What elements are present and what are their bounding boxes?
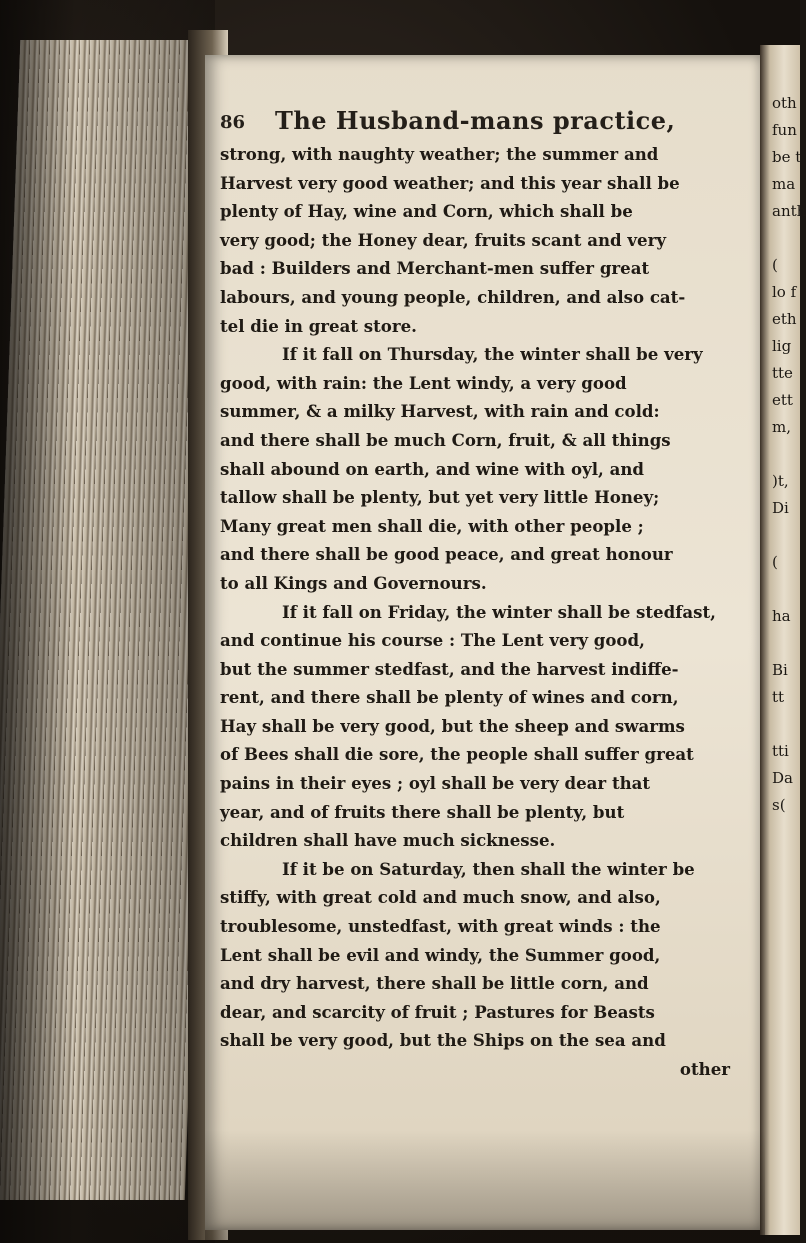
facing-page-fragment: be t <box>772 148 802 166</box>
facing-page-fragment: eth <box>772 310 797 328</box>
text-line: of Bees shall die sore, the people shall suffer great <box>220 744 694 765</box>
facing-page-fragment: m, <box>772 418 791 436</box>
facing-page-fragment: lig <box>772 337 792 355</box>
text-line: other <box>679 1059 730 1079</box>
facing-page-fragment: Bi <box>772 661 788 679</box>
text-line: tel die in great store. <box>220 315 417 336</box>
text-line: labours, and young people, children, and also cat- <box>220 286 686 307</box>
text-line: bad : Builders and Merchant-men suffer great <box>220 258 650 279</box>
text-line: summer, & a milky Harvest, with rain and cold: <box>220 401 660 422</box>
text-line: and there shall be much Corn, fruit, & all things <box>220 429 671 450</box>
facing-page-fragment: tt <box>772 688 785 706</box>
facing-page-fragment <box>772 441 800 468</box>
text-line: good, with rain: the Lent windy, a very good <box>220 372 627 393</box>
running-head: The Husband-mans practice, <box>275 106 676 135</box>
left-shadow <box>0 0 215 1243</box>
text-line: plenty of Hay, wine and Corn, which shall be <box>220 201 633 222</box>
facing-page-fragment <box>772 711 800 738</box>
facing-page-fragment: tti <box>772 742 789 760</box>
text-line: and continue his course : The Lent very good, <box>220 630 645 651</box>
facing-page-fragment: ha <box>772 607 791 625</box>
facing-page-fragment: Di <box>772 499 789 517</box>
page-body-text <box>220 140 752 1084</box>
text-line: dear, and scarcity of fruit ; Pastures for Beasts <box>220 1001 655 1022</box>
facing-page-fragment <box>772 576 800 603</box>
text-line: Lent shall be evil and windy, the Summer good, <box>220 944 661 965</box>
text-line: If it fall on Friday, the winter shall be stedfast, <box>282 601 716 622</box>
text-line: very good; the Honey dear, fruits scant and very <box>220 229 666 250</box>
facing-page-fragment: s( <box>772 796 786 814</box>
text-line: stiffy, with great cold and much snow, and also, <box>220 887 661 908</box>
text-line: Hay shall be very good, but the sheep and swarms <box>220 715 685 736</box>
facing-page-fragment <box>772 225 800 252</box>
facing-page-fragment: lo f <box>772 283 797 301</box>
text-line: pains in their eyes ; oyl shall be very dear that <box>220 773 651 794</box>
text-line: and dry harvest, there shall be little corn, and <box>220 973 649 994</box>
text-line: but the summer stedfast, and the harvest indiffe- <box>220 658 679 679</box>
facing-page-fragment: anth <box>772 202 806 220</box>
text-line: strong, with naughty weather; the summer and <box>220 144 659 164</box>
facing-page-fragment <box>772 522 800 549</box>
facing-page-fragment: tte <box>772 364 793 382</box>
text-line: Many great men shall die, with other people ; <box>220 515 644 536</box>
text-line: to all Kings and Governours. <box>220 572 487 593</box>
facing-page-fragment: ett <box>772 391 793 409</box>
page-header <box>220 106 740 138</box>
facing-page-fragment <box>772 630 800 657</box>
facing-page-fragment: ( <box>772 256 778 274</box>
text-line: and there shall be good peace, and great honour <box>220 544 673 565</box>
text-line: rent, and there shall be plenty of wines and corn, <box>220 687 679 708</box>
facing-page-fragment: oth <box>772 94 797 112</box>
text-line: shall abound on earth, and wine with oyl, and <box>220 458 644 479</box>
facing-page-fragment: Da <box>772 769 793 787</box>
facing-page-fragment: ma <box>772 175 796 193</box>
text-line: year, and of fruits there shall be plenty, but <box>220 801 625 822</box>
facing-page-fragment: ( <box>772 553 778 571</box>
page-number: 86 <box>220 112 246 133</box>
facing-page-fragments <box>772 90 806 814</box>
facing-page-fragment: fun <box>772 121 797 139</box>
text-line: If it be on Saturday, then shall the winter be <box>282 858 695 879</box>
text-line: Harvest very good weather; and this year shall be <box>220 172 680 193</box>
text-line: tallow shall be plenty, but yet very little Honey; <box>220 487 660 508</box>
text-line: children shall have much sicknesse. <box>220 830 556 851</box>
text-line: If it fall on Thursday, the winter shall be very <box>282 344 703 365</box>
text-line: shall be very good, but the Ships on the sea and <box>220 1030 666 1051</box>
facing-page-fragment: )t, <box>772 472 789 490</box>
bottom-shadow <box>205 1130 765 1243</box>
text-line: troublesome, unstedfast, with great winds : the <box>220 916 661 937</box>
